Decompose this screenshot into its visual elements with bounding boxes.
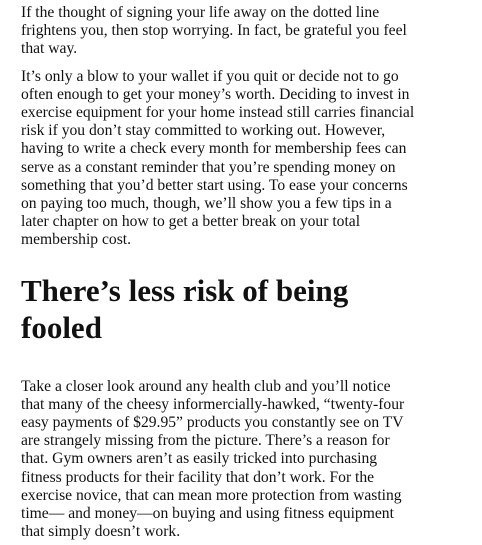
paragraph-health-club: Take a closer look around any health club and you’ll notice that many of the cheesy informercially-hawked, “twenty-four easy payments of $29.95” products you constantly see on TV are strangely missing from the picture. There’s a reason for that. Gym owners aren’t as easily tricked into purchasing fitness products for their facility that don’t work. For the exercise novice, that can mean more protection from wasting time— and money—on buying and using fitness equipment that simply doesn’t work. (21, 377, 405, 541)
document-page (21, 4, 461, 541)
paragraph-signing: If the thought of signing your life away on the dotted line frightens you, then stop worrying. In fact, be grateful you feel that way. (21, 4, 407, 58)
paragraph-wallet: It’s only a blow to your wallet if you quit or decide not to go often enough to get your money’s worth. Deciding to invest in exercise equipment for your home instead still carries financial risk if you don’t stay committed to working out. However, having to write a check every month for membership fees can serve as a constant reminder that you’re spending money on something that you’d better start using. To ease your concerns on paying too much, though, we’ll show you a few tips in a later chapter on how to get a better break on your total membership cost. (21, 67, 415, 249)
section-heading: There’s less risk of being fooled (21, 272, 349, 345)
